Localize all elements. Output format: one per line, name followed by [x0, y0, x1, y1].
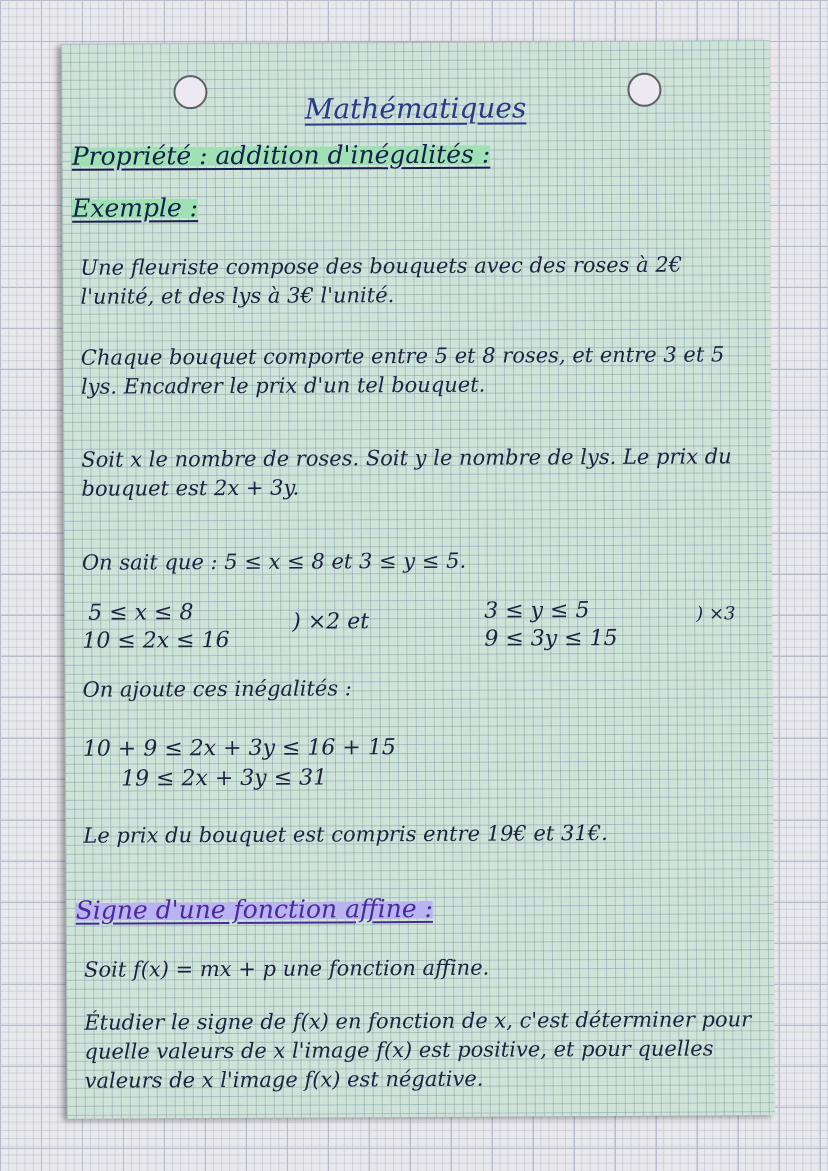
- affine-sign-heading: [76, 894, 433, 925]
- conclusion: Le prix du bouquet est compris entre 19€ et 31€.: [83, 821, 608, 848]
- sum-line-2: 19 ≤ 2x + 3y ≤ 31: [120, 765, 328, 792]
- mult-y: ) ×3: [696, 603, 736, 625]
- affine-study-text: Étudier le signe de f(x) en fonction de x, c'est déterminer pour quelle valeurs de x l'image f(x) est positive, et pour quelles valeurs de x l'image f(x) est négative.: [84, 1007, 752, 1093]
- ineq-x-1: 5 ≤ x ≤ 8: [88, 600, 194, 626]
- example-heading-text: Exemple :: [71, 193, 199, 223]
- add-inequalities-text: On ajoute ces inégalités :: [82, 676, 352, 702]
- known-inequalities: On sait que : 5 ≤ x ≤ 8 et 3 ≤ y ≤ 5.: [81, 548, 467, 575]
- sum-line-1: 10 + 9 ≤ 2x + 3y ≤ 16 + 15: [82, 735, 396, 762]
- affine-sign-heading-text: Signe d'une fonction affine :: [75, 893, 434, 925]
- mult-x: ) ×2 et: [292, 609, 370, 635]
- note-card: [61, 40, 775, 1119]
- ineq-y-2: 9 ≤ 3y ≤ 15: [484, 625, 618, 652]
- page-title: Mathématiques: [304, 91, 527, 126]
- statement-3: Soit x le nombre de roses. Soit y le nombre de lys. Le prix du bouquet est 2x + 3y.: [81, 444, 732, 501]
- property-heading-text: Propriété : addition d'inégalités :: [71, 139, 491, 171]
- property-heading: [72, 140, 491, 171]
- ineq-y-1: 3 ≤ y ≤ 5: [484, 598, 590, 624]
- statement-1: Une fleuriste compose des bouquets avec des roses à 2€ l'unité, et des lys à 3€ l'unité.: [80, 252, 683, 309]
- ineq-x-2: 10 ≤ 2x ≤ 16: [82, 627, 230, 654]
- affine-definition: Soit f(x) = mx + p une fonction affine.: [83, 955, 490, 982]
- example-heading: [72, 193, 198, 223]
- statement-2: Chaque bouquet comporte entre 5 et 8 roses, et entre 3 et 5 lys. Encadrer le prix d'un tel bouquet.: [80, 342, 725, 399]
